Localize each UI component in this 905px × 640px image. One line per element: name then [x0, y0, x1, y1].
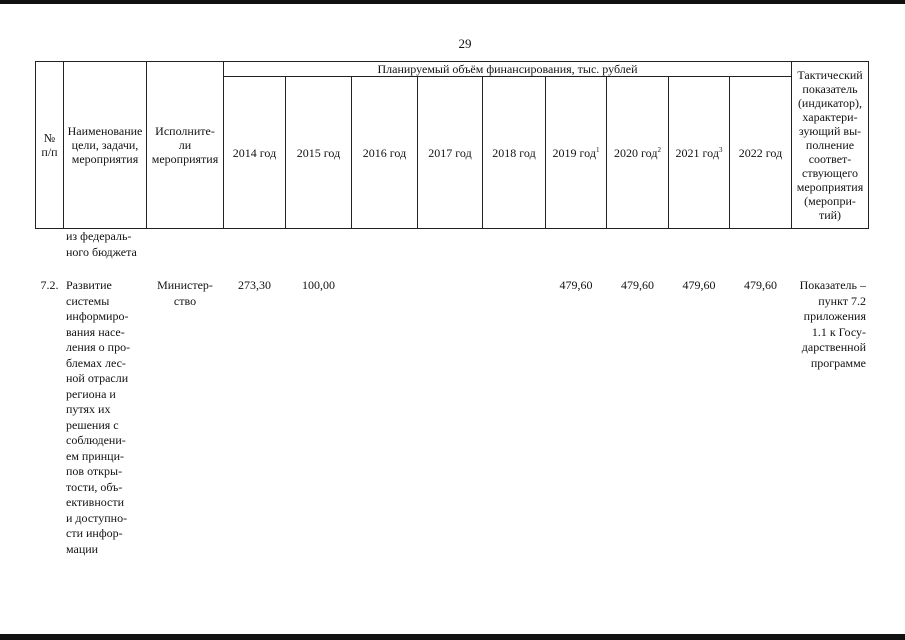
col-header-year: 2019 год$^1$	[546, 77, 607, 229]
col-header-funding-group: Планируемый объём финансирования, тыс. рублей	[224, 62, 792, 77]
bottom-border	[0, 634, 905, 640]
row-num: 7.2.	[40, 278, 59, 292]
top-border	[0, 0, 905, 4]
col-header-year: 2017 год	[418, 77, 483, 229]
col-header-name: Наименование цели, задачи, мероприятия	[64, 62, 147, 229]
table-body	[36, 229, 869, 558]
row-indicator: Показатель – пункт 7.2 приложения 1.1 к Госу- дарственной программе	[799, 278, 866, 370]
col-header-year: 2021 год$^3$	[669, 77, 730, 229]
cell-value: 479,60	[682, 278, 716, 292]
table-row-continuation	[36, 229, 869, 261]
row-spacer	[36, 260, 869, 278]
financing-table	[35, 61, 869, 557]
col-header-executor: Исполните- ли мероприятия	[147, 62, 224, 229]
cell-value	[352, 278, 418, 557]
cell-value: 479,60	[744, 278, 777, 292]
cell-value	[483, 278, 546, 557]
cell-value: 479,60	[621, 278, 654, 292]
row-executor: Министер- ство	[157, 278, 213, 308]
col-header-year: 2015 год	[286, 77, 352, 229]
cell-value: 100,00	[302, 278, 335, 292]
row-name: Развитие системы информиро- вания насе- ления о про- блемах лес- ной отрасли региона и путях их решения с соблюдени- ем принци- пов откры- тости, объ- ективности и доступно- сти инфор- мации	[66, 278, 131, 556]
col-header-indicator: Тактический показатель (индикатор), характери- зующий вы- полнение соответ- ствующего мероприятия (меропри- тий)	[792, 62, 869, 229]
cell-value	[418, 278, 483, 557]
cell-value: 273,30	[238, 278, 271, 292]
col-header-year: 2016 год	[352, 77, 418, 229]
col-header-year: 2014 год	[224, 77, 286, 229]
col-header-num: № п/п	[36, 62, 64, 229]
table-row	[36, 278, 869, 557]
continuation-name: из федераль- ного бюджета	[66, 229, 137, 259]
table-header	[36, 62, 869, 229]
cell-value: 479,60	[559, 278, 593, 292]
col-header-year: 2022 год	[730, 77, 792, 229]
page-number: 29	[458, 36, 472, 51]
col-header-year: 2020 год$^2$	[607, 77, 669, 229]
col-header-year: 2018 год	[483, 77, 546, 229]
